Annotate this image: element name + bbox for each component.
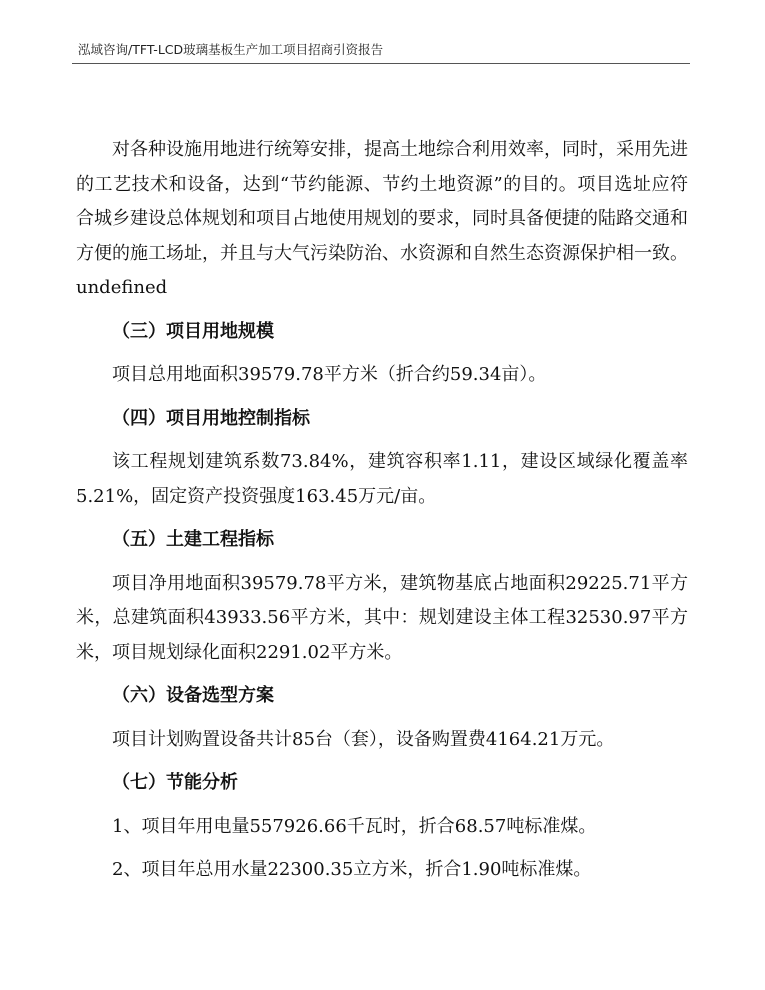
section-heading-energy: （七）节能分析 (112, 772, 238, 793)
section-heading-land-control: （四）项目用地控制指标 (112, 407, 310, 429)
section-heading-equipment: （六）设备选型方案 (112, 685, 274, 706)
header-divider (72, 63, 690, 64)
section-heading-land-scale: （三）项目用地规模 (112, 320, 274, 342)
paragraph-land-control: 该工程规划建筑系数73.84%，建筑容积率1.11，建设区域绿化覆盖率5.21%，固定资产投资强度163.45万元/亩。 (76, 451, 688, 507)
paragraph-electricity: 1、项目年用电量557926.66千瓦时，折合68.57吨标准煤。 (112, 815, 597, 837)
document-body (76, 133, 688, 888)
paragraph-civil-works: 项目净用地面积39579.78平方米，建筑物基底占地面积29225.71平方米，总建筑面积43933.56平方米，其中：规划建设主体工程32530.97平方米，项目规划绿化面积2291.02平方米。 (76, 572, 688, 663)
paragraph-site-selection: 对各种设施用地进行统筹安排，提高土地综合利用效率，同时，采用先进的工艺技术和设备，达到“节约能源、节约土地资源”的目的。项目选址应符合城乡建设总体规划和项目占地使用规划的要求，同时具备便捷的陆路交通和方便的施工场址，并且与大气污染防治、水资源和自然生态资源保护相一致。undefined (76, 139, 688, 298)
paragraph-equipment: 项目计划购置设备共计85台（套），设备购置费4164.21万元。 (112, 728, 615, 750)
paragraph-water: 2、项目年总用水量22300.35立方米，折合1.90吨标准煤。 (112, 859, 592, 880)
paragraph-land-scale: 项目总用地面积39579.78平方米（折合约59.34亩）。 (112, 364, 547, 385)
section-heading-civil-works: （五）土建工程指标 (112, 529, 274, 550)
page-header: 泓域咨询/TFT-LCD玻璃基板生产加工项目招商引资报告 (78, 42, 384, 57)
